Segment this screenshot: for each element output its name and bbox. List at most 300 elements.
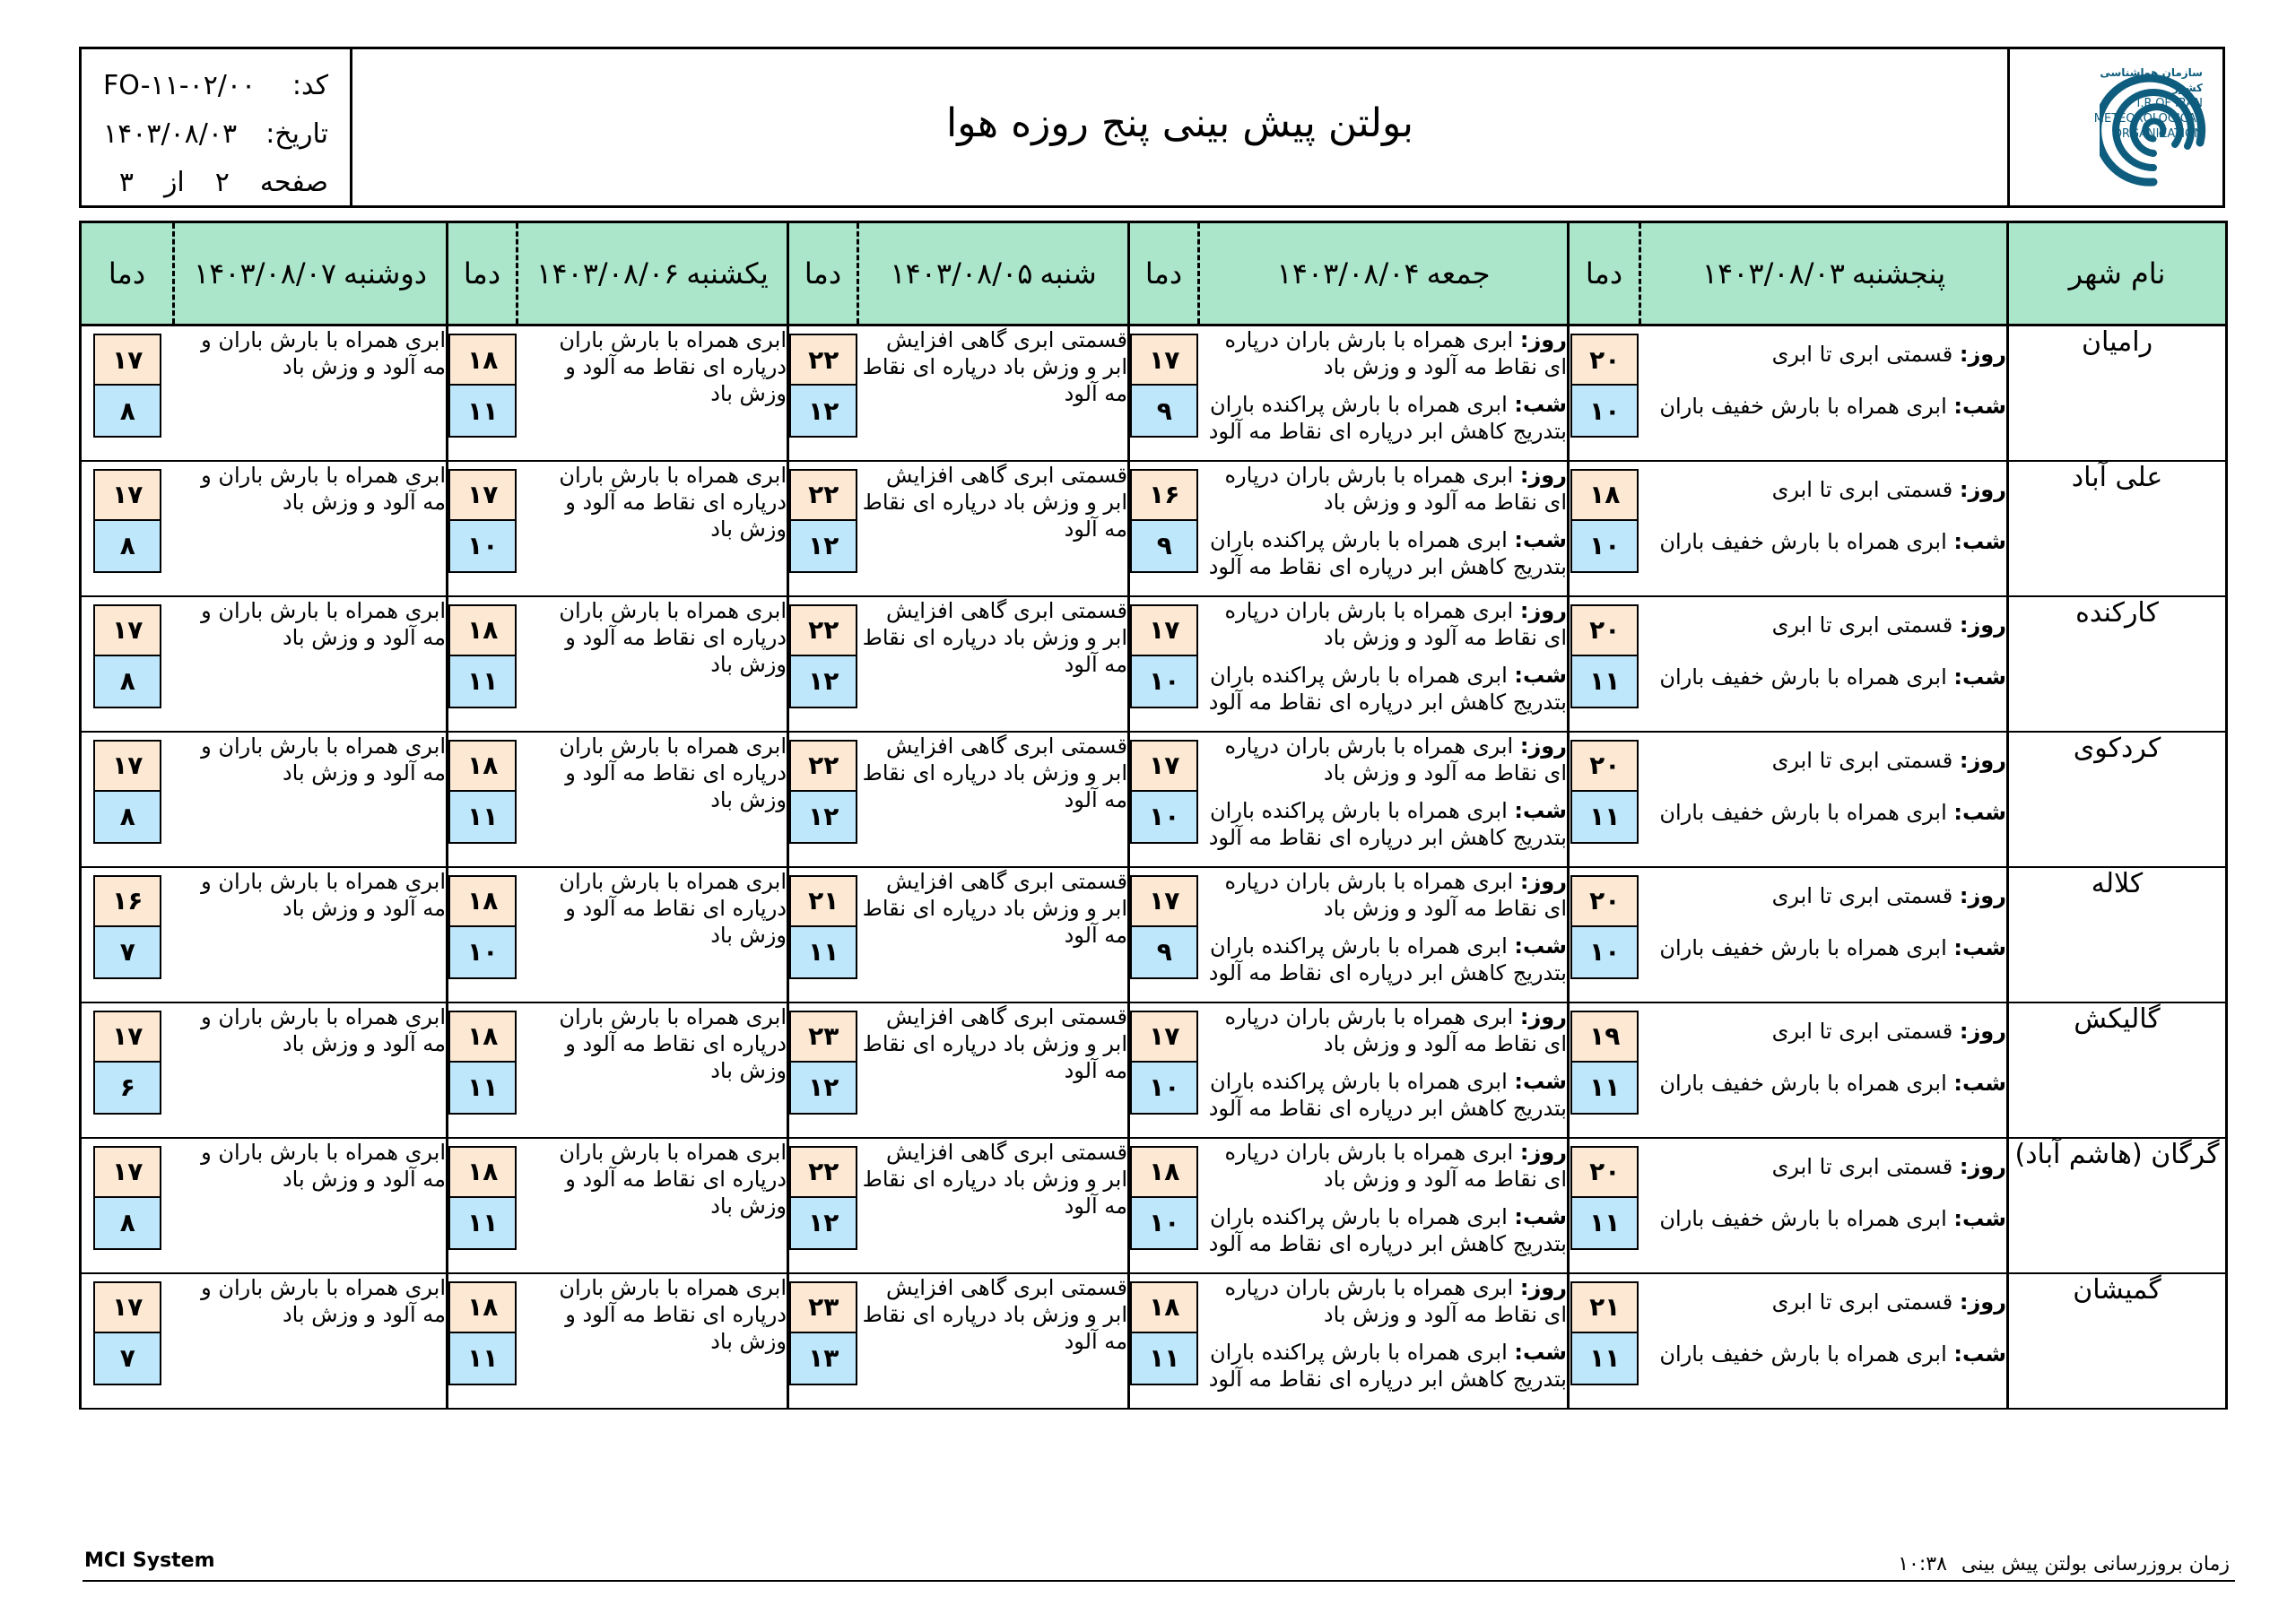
min-temp: ۸	[93, 792, 161, 844]
night-label: شب:	[1514, 797, 1567, 823]
min-temp: ۱۱	[448, 1063, 517, 1115]
page-title: بولتن پیش بینی پنج روزه هوا	[945, 100, 1414, 146]
day-5-temps	[81, 461, 174, 596]
table-row	[81, 325, 2227, 461]
min-temp: ۱۱	[1570, 1063, 1639, 1115]
day-2-night-text: ابری همراه با بارش پراکنده باران بتدریج کاهش ابر درپاره ای نقاط مه آلود	[1208, 933, 1567, 985]
day-5-temps	[81, 1002, 174, 1138]
day-1-temps	[1569, 1138, 1640, 1273]
night-label: شب:	[1953, 799, 2006, 825]
day-1-temps	[1569, 1002, 1640, 1138]
logo-english-line-3: ORGANIZATION	[2112, 127, 2203, 141]
day-5-forecast: ابری همراه با بارش باران و مه آلود و وزش باد	[174, 867, 448, 1002]
city-name: کارکنده	[2008, 596, 2227, 732]
min-temp: ۱۱	[1570, 1333, 1639, 1385]
max-temp: ۱۸	[448, 1146, 517, 1198]
day-2-date: ۱۴۰۳/۰۸/۰۴	[1276, 256, 1420, 291]
day-3-temp-header: دما	[788, 222, 858, 325]
day-3-forecast: قسمتی ابری گاهی افزایش ابر و وزش باد درپاره ای نقاط مه آلود	[858, 1002, 1129, 1138]
max-temp: ۲۱	[1570, 1281, 1639, 1333]
day-2-temps	[1129, 1273, 1199, 1409]
daytime-label: روز:	[1519, 1003, 1567, 1029]
city-name: کلاله	[2008, 867, 2227, 1002]
max-temp: ۱۸	[448, 1011, 517, 1063]
min-temp: ۱۱	[789, 927, 857, 979]
day-4-temp-header: دما	[448, 222, 517, 325]
max-temp: ۱۷	[1130, 1011, 1198, 1063]
max-temp: ۱۸	[448, 875, 517, 927]
min-temp: ۹	[1130, 927, 1198, 979]
day-5-temps	[81, 867, 174, 1002]
page-total: ۳	[118, 167, 134, 198]
night-label: شب:	[1953, 1341, 2006, 1367]
day-1-temps	[1569, 732, 1640, 867]
day-5-forecast: ابری همراه با بارش باران و مه آلود و وزش باد	[174, 325, 448, 461]
day-2-forecast	[1199, 732, 1569, 867]
day-1-temps	[1569, 867, 1640, 1002]
max-temp: ۱۸	[1130, 1146, 1198, 1198]
date-label: تاریخ:	[265, 118, 328, 150]
update-time-label: زمان بروزرسانی بولتن پیش بینی	[1961, 1553, 2230, 1575]
min-temp: ۱۳	[789, 1333, 857, 1385]
day-3-forecast: قسمتی ابری گاهی افزایش ابر و وزش باد درپاره ای نقاط مه آلود	[858, 596, 1129, 732]
max-temp: ۱۷	[93, 1011, 161, 1063]
min-temp: ۸	[93, 386, 161, 438]
day-4-temps	[448, 1002, 517, 1138]
day-4-temps	[448, 1273, 517, 1409]
night-label: شب:	[1953, 934, 2006, 960]
page-number: ۲	[214, 167, 230, 198]
day-2-temps	[1129, 732, 1199, 867]
day-2-temps	[1129, 596, 1199, 732]
day-1-night	[1640, 934, 2007, 961]
min-temp: ۱۰	[1130, 656, 1198, 708]
max-temp: ۱۷	[93, 604, 161, 656]
day-1-daytime	[1640, 1289, 2007, 1315]
day-4-temps	[448, 1138, 517, 1273]
max-temp: ۲۲	[789, 740, 857, 792]
min-temp: ۹	[1130, 521, 1198, 573]
day-4-temps	[448, 596, 517, 732]
day-1-daytime	[1640, 476, 2007, 503]
max-temp: ۲۲	[789, 469, 857, 521]
day-2-name: جمعه	[1426, 256, 1491, 291]
max-temp: ۲۱	[789, 875, 857, 927]
page-label: صفحه	[259, 167, 328, 198]
day-2-daytime-text: ابری همراه با بارش باران درپاره ای نقاط مه آلود و وزش باد	[1224, 462, 1567, 515]
logo-persian-name: سازمان هواشناسی کشور	[2100, 66, 2203, 94]
table-header-row	[81, 222, 2227, 325]
day-2-temps	[1129, 867, 1199, 1002]
day-1-temps	[1569, 325, 1640, 461]
day-1-forecast	[1640, 732, 2008, 867]
day-1-daytime-text: قسمتی ابری تا ابری	[1771, 1289, 1953, 1315]
daytime-label: روز:	[1959, 1018, 2006, 1044]
daytime-label: روز:	[1959, 476, 2006, 502]
day-4-forecast: ابری همراه با بارش باران درپاره ای نقاط مه آلود و وزش باد	[517, 461, 788, 596]
night-label: شب:	[1953, 664, 2006, 690]
min-temp: ۷	[93, 927, 161, 979]
day-2-daytime-text: ابری همراه با بارش باران درپاره ای نقاط مه آلود و وزش باد	[1224, 868, 1567, 921]
logo-english-line-2: METEOROLOGICAL	[2093, 112, 2203, 126]
day-5-forecast: ابری همراه با بارش باران و مه آلود و وزش باد	[174, 461, 448, 596]
code-row	[103, 62, 328, 110]
min-temp: ۱۱	[448, 792, 517, 844]
day-1-daytime-text: قسمتی ابری تا ابری	[1771, 1018, 1953, 1044]
day-4-forecast: ابری همراه با بارش باران درپاره ای نقاط مه آلود و وزش باد	[517, 1002, 788, 1138]
night-label: شب:	[1514, 392, 1567, 417]
night-label: شب:	[1953, 528, 2006, 554]
day-2-daytime	[1199, 1003, 1568, 1057]
max-temp: ۲۰	[1570, 334, 1639, 386]
day-1-night	[1640, 528, 2007, 555]
day-3-date: ۱۴۰۳/۰۸/۰۵	[890, 256, 1033, 291]
day-3-temps	[788, 1002, 858, 1138]
max-temp: ۲۰	[1570, 604, 1639, 656]
min-temp: ۱۱	[448, 656, 517, 708]
logo-english-line-1: I.R.OF IRAN	[2136, 97, 2203, 110]
system-name: MCI System	[84, 1549, 215, 1572]
day-3-temps	[788, 596, 858, 732]
day-2-forecast	[1199, 1002, 1569, 1138]
daytime-label: روز:	[1519, 327, 1567, 352]
forecast-table	[79, 221, 2228, 1410]
day-5-forecast: ابری همراه با بارش باران و مه آلود و وزش باد	[174, 596, 448, 732]
min-temp: ۱۱	[1130, 1333, 1198, 1385]
day-1-daytime-text: قسمتی ابری تا ابری	[1771, 747, 1953, 773]
night-label: شب:	[1953, 394, 2006, 419]
logo-caption	[2086, 65, 2203, 142]
day-2-night	[1199, 1068, 1568, 1122]
date-value: ۱۴۰۳/۰۸/۰۳	[103, 118, 238, 150]
day-4-forecast: ابری همراه با بارش باران درپاره ای نقاط مه آلود و وزش باد	[517, 867, 788, 1002]
night-label: شب:	[1514, 1068, 1567, 1094]
day-1-night-text: ابری همراه با بارش خفیف باران	[1659, 394, 1947, 419]
day-1-forecast	[1640, 461, 2008, 596]
max-temp: ۱۸	[1570, 469, 1639, 521]
day-1-daytime	[1640, 747, 2007, 774]
day-3-temps	[788, 325, 858, 461]
max-temp: ۱۸	[1130, 1281, 1198, 1333]
day-1-forecast	[1640, 1002, 2008, 1138]
day-1-daytime	[1640, 1153, 2007, 1180]
document-meta	[82, 49, 352, 205]
daytime-label: روز:	[1959, 882, 2006, 908]
day-4-forecast: ابری همراه با بارش باران درپاره ای نقاط مه آلود و وزش باد	[517, 732, 788, 867]
max-temp: ۱۶	[1130, 469, 1198, 521]
min-temp: ۱۲	[789, 1198, 857, 1250]
min-temp: ۱۰	[1130, 1063, 1198, 1115]
day-4-forecast: ابری همراه با بارش باران درپاره ای نقاط مه آلود و وزش باد	[517, 596, 788, 732]
day-2-daytime-text: ابری همراه با بارش باران درپاره ای نقاط مه آلود و وزش باد	[1224, 327, 1567, 379]
day-5-temps	[81, 1273, 174, 1409]
page-footer	[83, 1548, 2235, 1582]
day-2-night	[1199, 1203, 1568, 1257]
daytime-label: روز:	[1519, 597, 1567, 623]
page-indicator	[103, 159, 328, 207]
day-4-temps	[448, 867, 517, 1002]
organization-logo	[2007, 49, 2222, 205]
max-temp: ۲۲	[789, 604, 857, 656]
day-3-temps	[788, 867, 858, 1002]
max-temp: ۱۸	[448, 740, 517, 792]
max-temp: ۱۸	[448, 334, 517, 386]
min-temp: ۷	[93, 1333, 161, 1385]
day-2-night	[1199, 933, 1568, 986]
min-temp: ۱۲	[789, 656, 857, 708]
day-3-forecast: قسمتی ابری گاهی افزایش ابر و وزش باد درپاره ای نقاط مه آلود	[858, 325, 1129, 461]
day-1-forecast	[1640, 596, 2008, 732]
day-2-night-text: ابری همراه با بارش پراکنده باران بتدریج کاهش ابر درپاره ای نقاط مه آلود	[1208, 1068, 1567, 1121]
day-1-daytime	[1640, 612, 2007, 638]
day-2-night-text: ابری همراه با بارش پراکنده باران بتدریج کاهش ابر درپاره ای نقاط مه آلود	[1208, 526, 1567, 579]
max-temp: ۲۰	[1570, 1146, 1639, 1198]
day-2-night	[1199, 662, 1568, 716]
day-1-night-text: ابری همراه با بارش خفیف باران	[1659, 528, 1947, 554]
day-2-night-text: ابری همراه با بارش پراکنده باران بتدریج کاهش ابر درپاره ای نقاط مه آلود	[1208, 797, 1567, 850]
day-3-temps	[788, 732, 858, 867]
max-temp: ۱۸	[448, 1281, 517, 1333]
day-2-daytime	[1199, 1139, 1568, 1193]
min-temp: ۱۱	[448, 1198, 517, 1250]
table-row	[81, 732, 2227, 867]
day-4-forecast: ابری همراه با بارش باران درپاره ای نقاط مه آلود و وزش باد	[517, 325, 788, 461]
table-row	[81, 867, 2227, 1002]
day-5-name: دوشنبه	[344, 256, 428, 291]
day-3-temps	[788, 1273, 858, 1409]
day-1-daytime-text: قسمتی ابری تا ابری	[1771, 1153, 1953, 1179]
table-row	[81, 1138, 2227, 1273]
day-4-temps	[448, 325, 517, 461]
max-temp: ۲۳	[789, 1011, 857, 1063]
min-temp: ۸	[93, 521, 161, 573]
day-3-forecast: قسمتی ابری گاهی افزایش ابر و وزش باد درپاره ای نقاط مه آلود	[858, 1273, 1129, 1409]
forecast-table-body	[81, 325, 2227, 1409]
max-temp: ۱۷	[1130, 604, 1198, 656]
day-1-temps	[1569, 461, 1640, 596]
min-temp: ۱۰	[1570, 386, 1639, 438]
code-value: FO-۱۱-۰۲/۰۰	[103, 70, 257, 101]
night-label: شب:	[1953, 1205, 2006, 1231]
min-temp: ۱۲	[789, 792, 857, 844]
update-time	[1898, 1553, 2230, 1575]
max-temp: ۱۷	[93, 334, 161, 386]
date-row	[103, 110, 328, 159]
day-1-night	[1640, 1205, 2007, 1232]
day-1-night	[1640, 799, 2007, 826]
daytime-label: روز:	[1959, 1153, 2006, 1179]
update-time-value: ۱۰:۳۸	[1898, 1553, 1947, 1575]
min-temp: ۱۱	[1570, 656, 1639, 708]
city-name: گالیکش	[2008, 1002, 2227, 1138]
max-temp: ۱۷	[93, 1281, 161, 1333]
min-temp: ۱۱	[1570, 792, 1639, 844]
max-temp: ۲۰	[1570, 740, 1639, 792]
min-temp: ۹	[1130, 386, 1198, 438]
max-temp: ۱۶	[93, 875, 161, 927]
day-4-temps	[448, 732, 517, 867]
day-1-name: پنجشنبه	[1851, 256, 1946, 291]
day-2-night	[1199, 1339, 1568, 1393]
max-temp: ۲۲	[789, 1146, 857, 1198]
max-temp: ۱۷	[1130, 334, 1198, 386]
max-temp: ۱۷	[93, 740, 161, 792]
day-5-date: ۱۴۰۳/۰۸/۰۷	[193, 256, 337, 291]
min-temp: ۱۲	[789, 1063, 857, 1115]
min-temp: ۶	[93, 1063, 161, 1115]
day-1-temps	[1569, 1273, 1640, 1409]
min-temp: ۱۱	[448, 386, 517, 438]
day-2-night	[1199, 391, 1568, 445]
daytime-label: روز:	[1959, 747, 2006, 773]
day-3-temps	[788, 461, 858, 596]
min-temp: ۱۱	[448, 1333, 517, 1385]
day-1-daytime-text: قسمتی ابری تا ابری	[1771, 612, 1953, 638]
daytime-label: روز:	[1519, 1274, 1567, 1300]
day-1-daytime-text: قسمتی ابری تا ابری	[1771, 342, 1953, 367]
day-4-header	[517, 222, 788, 325]
day-5-forecast: ابری همراه با بارش باران و مه آلود و وزش باد	[174, 732, 448, 867]
day-4-name: یکشنبه	[686, 256, 769, 291]
day-5-forecast: ابری همراه با بارش باران و مه آلود و وزش باد	[174, 1138, 448, 1273]
page-of: از	[163, 167, 185, 198]
day-2-forecast	[1199, 1138, 1569, 1273]
min-temp: ۱۰	[1130, 1198, 1198, 1250]
day-2-daytime	[1199, 462, 1568, 516]
day-1-forecast	[1640, 1138, 2008, 1273]
max-temp: ۱۸	[448, 604, 517, 656]
day-1-temps	[1569, 596, 1640, 732]
daytime-label: روز:	[1959, 612, 2006, 638]
day-2-temps	[1129, 1002, 1199, 1138]
day-1-temp-header: دما	[1569, 222, 1640, 325]
table-row	[81, 596, 2227, 732]
day-1-forecast	[1640, 1273, 2008, 1409]
day-2-forecast	[1199, 1273, 1569, 1409]
day-2-forecast	[1199, 867, 1569, 1002]
min-temp: ۱۲	[789, 521, 857, 573]
day-5-temp-header: دما	[81, 222, 174, 325]
max-temp: ۱۷	[448, 469, 517, 521]
day-3-forecast: قسمتی ابری گاهی افزایش ابر و وزش باد درپاره ای نقاط مه آلود	[858, 1138, 1129, 1273]
day-1-daytime	[1640, 882, 2007, 909]
day-2-daytime-text: ابری همراه با بارش باران درپاره ای نقاط مه آلود و وزش باد	[1224, 597, 1567, 650]
day-1-night	[1640, 393, 2007, 420]
max-temp: ۲۲	[789, 334, 857, 386]
table-row	[81, 1002, 2227, 1138]
day-1-forecast	[1640, 867, 2008, 1002]
day-2-daytime-text: ابری همراه با بارش باران درپاره ای نقاط مه آلود و وزش باد	[1224, 1003, 1567, 1056]
day-4-forecast: ابری همراه با بارش باران درپاره ای نقاط مه آلود و وزش باد	[517, 1138, 788, 1273]
day-2-night	[1199, 797, 1568, 851]
day-1-daytime-text: قسمتی ابری تا ابری	[1771, 882, 1953, 908]
daytime-label: روز:	[1959, 1289, 2006, 1315]
day-1-night	[1640, 664, 2007, 690]
min-temp: ۸	[93, 656, 161, 708]
bulletin-header	[79, 47, 2225, 208]
min-temp: ۸	[93, 1198, 161, 1250]
day-2-temps	[1129, 1138, 1199, 1273]
min-temp: ۱۰	[1570, 521, 1639, 573]
max-temp: ۱۷	[1130, 875, 1198, 927]
day-2-night-text: ابری همراه با بارش پراکنده باران بتدریج کاهش ابر درپاره ای نقاط مه آلود	[1208, 392, 1567, 444]
day-2-temp-header: دما	[1129, 222, 1199, 325]
day-2-forecast	[1199, 325, 1569, 461]
day-1-night-text: ابری همراه با بارش خفیف باران	[1659, 799, 1947, 825]
max-temp: ۲۳	[789, 1281, 857, 1333]
min-temp: ۱۰	[448, 927, 517, 979]
day-2-daytime-text: ابری همراه با بارش باران درپاره ای نقاط مه آلود و وزش باد	[1224, 1139, 1567, 1192]
night-label: شب:	[1514, 526, 1567, 552]
day-2-night	[1199, 526, 1568, 580]
max-temp: ۱۷	[1130, 740, 1198, 792]
day-4-date: ۱۴۰۳/۰۸/۰۶	[536, 256, 680, 291]
day-1-daytime-text: قسمتی ابری تا ابری	[1771, 476, 1953, 502]
day-1-night-text: ابری همراه با بارش خفیف باران	[1659, 1341, 1947, 1367]
day-5-temps	[81, 732, 174, 867]
city-name: گرگان (هاشم آباد)	[2008, 1138, 2227, 1273]
day-1-night	[1640, 1341, 2007, 1367]
day-2-night-text: ابری همراه با بارش پراکنده باران بتدریج کاهش ابر درپاره ای نقاط مه آلود	[1208, 1339, 1567, 1392]
day-5-header	[174, 222, 448, 325]
day-2-daytime	[1199, 868, 1568, 922]
day-3-forecast: قسمتی ابری گاهی افزایش ابر و وزش باد درپاره ای نقاط مه آلود	[858, 732, 1129, 867]
day-2-daytime	[1199, 597, 1568, 651]
daytime-label: روز:	[1519, 868, 1567, 894]
city-name: کردکوی	[2008, 732, 2227, 867]
day-5-forecast: ابری همراه با بارش باران و مه آلود و وزش باد	[174, 1273, 448, 1409]
min-temp: ۱۰	[1130, 792, 1198, 844]
day-2-forecast	[1199, 461, 1569, 596]
day-1-night	[1640, 1070, 2007, 1097]
city-name: گمیشان	[2008, 1273, 2227, 1409]
day-1-night-text: ابری همراه با بارش خفیف باران	[1659, 1205, 1947, 1231]
table-row	[81, 461, 2227, 596]
day-2-daytime-text: ابری همراه با بارش باران درپاره ای نقاط مه آلود و وزش باد	[1224, 733, 1567, 785]
daytime-label: روز:	[1959, 342, 2006, 367]
table-row	[81, 1273, 2227, 1409]
day-3-header	[858, 222, 1129, 325]
day-1-night-text: ابری همراه با بارش خفیف باران	[1659, 934, 1947, 960]
day-2-night-text: ابری همراه با بارش پراکنده باران بتدریج کاهش ابر درپاره ای نقاط مه آلود	[1208, 662, 1567, 715]
day-4-temps	[448, 461, 517, 596]
daytime-label: روز:	[1519, 1139, 1567, 1165]
day-2-forecast	[1199, 596, 1569, 732]
day-3-forecast: قسمتی ابری گاهی افزایش ابر و وزش باد درپاره ای نقاط مه آلود	[858, 461, 1129, 596]
day-2-daytime	[1199, 326, 1568, 380]
day-1-forecast	[1640, 325, 2008, 461]
night-label: شب:	[1514, 933, 1567, 959]
city-name: رامیان	[2008, 325, 2227, 461]
day-2-temps	[1129, 461, 1199, 596]
day-2-temps	[1129, 325, 1199, 461]
min-temp: ۱۰	[448, 521, 517, 573]
day-2-daytime	[1199, 733, 1568, 786]
day-2-daytime	[1199, 1274, 1568, 1328]
max-temp: ۲۰	[1570, 875, 1639, 927]
max-temp: ۱۹	[1570, 1011, 1639, 1063]
day-3-name: شنبه	[1039, 256, 1097, 291]
night-label: شب:	[1514, 1339, 1567, 1365]
day-1-daytime	[1640, 1018, 2007, 1045]
max-temp: ۱۷	[93, 469, 161, 521]
day-3-temps	[788, 1138, 858, 1273]
city-column-header: نام شهر	[2008, 222, 2227, 325]
night-label: شب:	[1514, 1203, 1567, 1229]
day-5-temps	[81, 1138, 174, 1273]
day-1-night-text: ابری همراه با بارش خفیف باران	[1659, 1070, 1947, 1096]
city-name: علی آباد	[2008, 461, 2227, 596]
